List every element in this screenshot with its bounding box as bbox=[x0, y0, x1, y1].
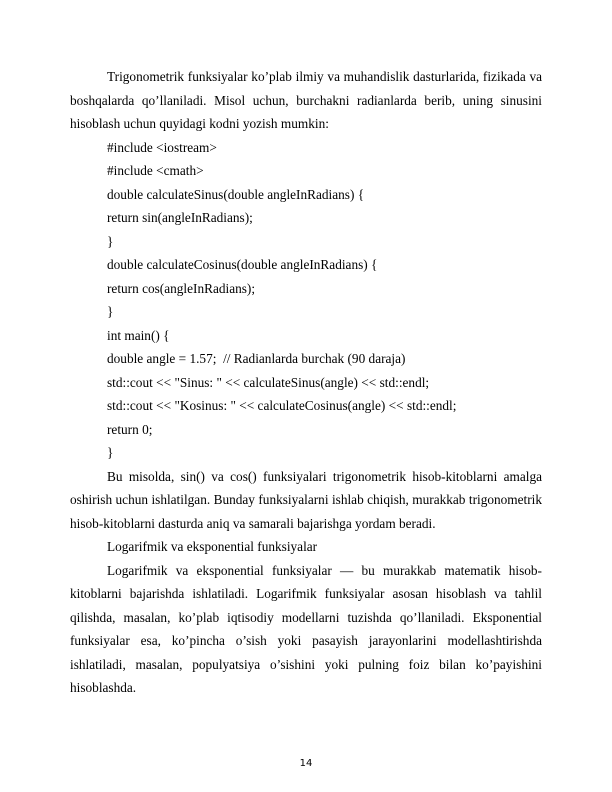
code-line: #include <iostream> bbox=[107, 139, 217, 155]
code-line: double calculateCosinus(double angleInRadians) { bbox=[107, 257, 378, 272]
code-block bbox=[70, 136, 542, 465]
code-line: return sin(angleInRadians); bbox=[107, 210, 253, 225]
code-line: #include <cmath> bbox=[107, 163, 204, 178]
code-line: } bbox=[107, 233, 114, 249]
section-paragraph: Logarifmik va eksponential funksiyalar — bu murakkab matematik hisob-kitoblarni bajarishda ishlatiladi. Logarifmik funksiyalar asosan hisoblash va tahlil qilishda, masalan, ko’plab iqtisodiy modellarni tuzishda qo’llaniladi. Eksponential funksiyalar esa, ko’pincha o’sish yoki pasayish jarayonlarini modellashtirishda ishlatiladi, masalan, populyatsiya o’sishini yoki pulning foiz bilan ko’payishini hisoblashda. bbox=[70, 562, 542, 695]
intro-paragraph: Trigonometrik funksiyalar ko’plab ilmiy va muhandislik dasturlarida, fizikada va boshqalarda qo’llaniladi. Misol uchun, burchakni radianlarda berib, uning sinusini hisoblash uchun quyidagi kodni yozish mumkin: bbox=[70, 69, 542, 131]
explanation-paragraph: Bu misolda, sin() va cos() funksiyalari trigonometrik hisob-kitoblarni amalga oshirish uchun ishlatilgan. Bunday funksiyalarni ishlab chiqish, murakkab trigonometrik hisob-kitoblarni dasturda aniq va samarali bajarishga yordam beradi. bbox=[70, 468, 542, 531]
page-number: 14 bbox=[299, 758, 313, 769]
code-line: return cos(angleInRadians); bbox=[107, 280, 256, 296]
code-line: return 0; bbox=[107, 421, 153, 437]
code-line: double calculateSinus(double angleInRadians) { bbox=[107, 186, 365, 202]
code-line: } bbox=[107, 304, 114, 319]
code-line: std::cout << "Kosinus: " << calculateCosinus(angle) << std::endl; bbox=[107, 398, 457, 413]
section-heading: Logarifmik va eksponential funksiyalar bbox=[107, 539, 318, 554]
code-line: double angle = 1.57; // Radianlarda burchak (90 daraja) bbox=[107, 351, 406, 366]
document-page bbox=[70, 65, 542, 700]
code-line: std::cout << "Sinus: " << calculateSinus(angle) << std::endl; bbox=[107, 374, 430, 390]
code-line: int main() { bbox=[107, 327, 170, 343]
code-line: } bbox=[107, 445, 114, 460]
